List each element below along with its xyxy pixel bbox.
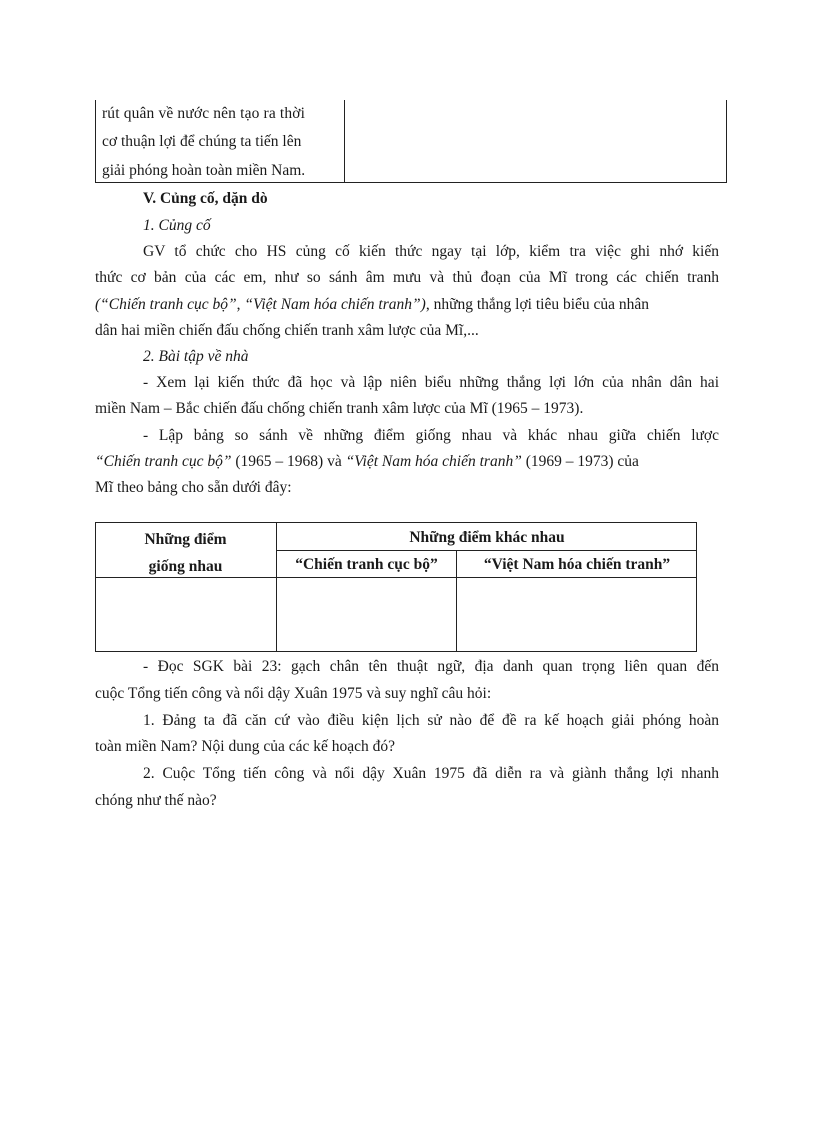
table-cell-line: rút quân về nước nên tạo ra thời [102,105,306,122]
table-cell-line: giải phóng hoàn toàn miền Nam. [102,162,306,179]
paragraph-line: - Lập bảng so sánh về những điểm giống nhau và khác nhau giữa chiến lược [143,427,719,444]
italic-term: (“Chiến tranh cục bộ” [95,296,237,313]
subheader-local-war: “Chiến tranh cục bộ” [295,556,438,573]
paragraph-line: GV tổ chức cho HS củng cố kiến thức ngay tại lớp, kiểm tra việc ghi nhớ kiến [143,243,719,260]
comparison-table [95,522,697,652]
continuation-table-left-cell [95,100,345,183]
section-title: V. Củng cố, dặn dò [143,190,268,207]
table-cell-line: cơ thuận lợi để chúng ta tiến lên [102,133,302,150]
italic-term: “Chiến tranh cục bộ” [95,453,232,470]
paragraph-line [95,295,719,315]
paragraph-line: - Xem lại kiến thức đã học và lập niên biểu những thắng lợi lớn của nhân dân hai [143,374,719,391]
subheader-vietnamization: “Việt Nam hóa chiến tranh” [483,556,671,573]
italic-term: “Việt Nam hóa chiến tranh” [345,453,522,470]
paragraph-text: (1969 – 1973) của [521,453,639,470]
paragraph-line: miền Nam – Bắc chiến đấu chống chiến tranh xâm lược của Mĩ (1965 – 1973). [95,400,584,417]
paragraph-line [95,452,719,472]
question-line: 2. Cuộc Tổng tiến công và nổi dậy Xuân 1975 đã diễn ra và giành thắng lợi nhanh [143,765,719,782]
paragraph-line: Mĩ theo bảng cho sẵn dưới đây: [95,479,292,496]
paragraph-line: cuộc Tổng tiến công và nổi dậy Xuân 1975 và suy nghĩ câu hỏi: [95,685,492,702]
table-rule [276,550,697,551]
italic-term: “Việt Nam hóa chiến tranh”) [244,296,426,313]
separator-text: , [236,296,245,313]
continuation-table [95,100,727,183]
homework-heading: 2. Bài tập về nhà [143,348,249,365]
paragraph-line: thức cơ bản của các em, như so sánh âm mưu và thủ đoạn của Mĩ trong các chiến tranh [95,269,719,286]
question-line: toàn miền Nam? Nội dung của các kế hoạch đó? [95,738,395,755]
paragraph-line: dân hai miền chiến đấu chống chiến tranh xâm lược của Mĩ,... [95,322,479,339]
question-line: chóng như thế nào? [95,792,217,809]
continuation-table-right-cell [344,100,727,183]
paragraph-text: , những thắng lợi tiêu biểu của nhân [425,296,650,313]
consolidation-heading: 1. Củng cố [143,217,211,234]
table-rule [95,577,697,578]
paragraph-text: (1965 – 1968) và [231,453,346,470]
paragraph-line: - Đọc SGK bài 23: gạch chân tên thuật ngữ, địa danh quan trọng liên quan đến [143,658,719,675]
question-line: 1. Đảng ta đã căn cứ vào điều kiện lịch sử nào để đề ra kế hoạch giải phóng hoàn [143,712,719,729]
header-similarities-line1: Những điểm [144,531,227,548]
header-differences: Những điểm khác nhau [409,529,565,546]
header-similarities-line2: giống nhau [148,558,223,575]
